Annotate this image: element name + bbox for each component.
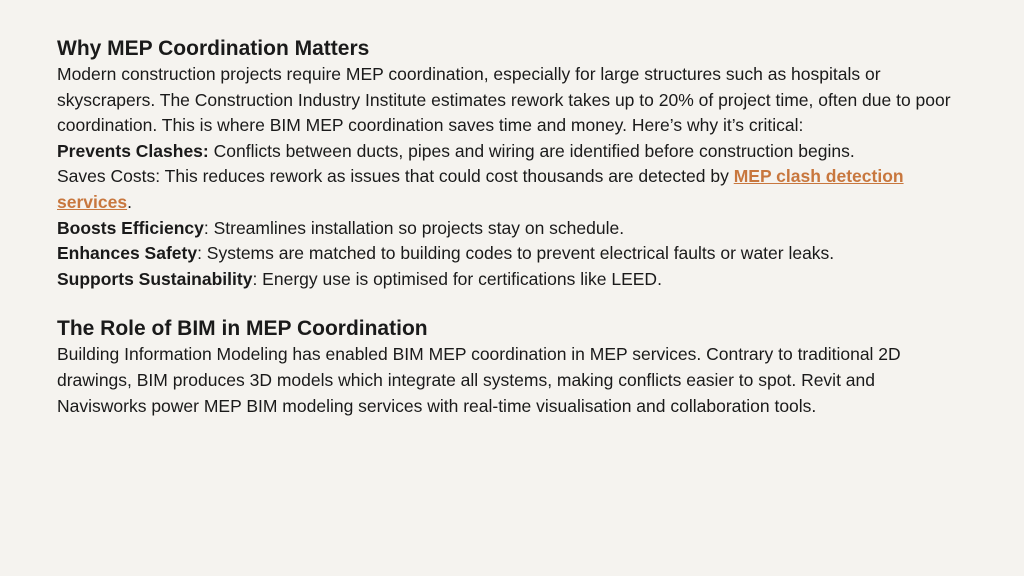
point-text-prevents-clashes: Conflicts between ducts, pipes and wiring are identified before construction begins. xyxy=(208,140,855,161)
intro-paragraph: Modern construction projects require MEP coordination, especially for large structures such as hospitals or skyscrapers. The Construction Industry Institute estimates rework takes up to 20% of project time, often due to poor coordination. This is where BIM MEP coordination saves time and money. Here’s why it’s critical: xyxy=(57,64,951,136)
point-text-supports-sustainability: : Energy use is optimised for certifications like LEED. xyxy=(252,268,662,289)
mep-clash-detection-link[interactable]: MEP clash detection services xyxy=(57,166,904,212)
point-label-supports-sustainability: Supports Sustainability xyxy=(57,268,253,289)
point-text-enhances-safety: : Systems are matched to building codes to prevent electrical faults or water leaks. xyxy=(197,243,835,264)
section-title-role-of-bim: The Role of BIM in MEP Coordination xyxy=(57,317,428,341)
point-label-enhances-safety: Enhances Safety xyxy=(57,243,198,264)
point-label-prevents-clashes: Prevents Clashes: xyxy=(57,140,209,161)
section-title-why-mep: Why MEP Coordination Matters xyxy=(57,37,370,60)
point-enhances-safety xyxy=(57,241,964,267)
point-prevents-clashes xyxy=(57,139,964,165)
point-label-boosts-efficiency: Boosts Efficiency xyxy=(57,217,204,238)
section-role-of-bim xyxy=(57,316,964,419)
point-boosts-efficiency xyxy=(57,216,964,242)
role-of-bim-paragraph: Building Information Modeling has enabled BIM MEP coordination in MEP services. Contrary to traditional 2D drawings, BIM produces 3D models which integrate all systems, making conflicts easier to spot. Revit and Navisworks power MEP BIM modeling services with real-time visualisation and collaboration tools. xyxy=(57,344,901,416)
point-saves-costs xyxy=(57,164,964,215)
point-end-saves-costs: . xyxy=(127,191,132,212)
section-why-mep xyxy=(57,36,964,292)
point-text-saves-costs: Saves Costs: This reduces rework as issues that could cost thousands are detected by xyxy=(57,166,734,187)
point-text-boosts-efficiency: : Streamlines installation so projects stay on schedule. xyxy=(203,217,625,238)
point-supports-sustainability xyxy=(57,267,964,293)
